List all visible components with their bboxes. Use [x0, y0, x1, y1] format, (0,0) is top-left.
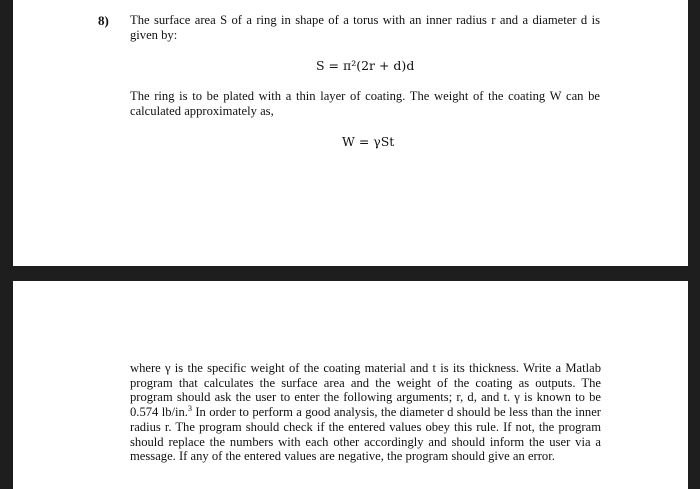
where-paragraph-part1: where γ is the specific weight of the coating material and t is its thickness. Write a Matlab program that calculates the surface area and the weight of the coating as outputs. The program should ask the user to enter the following arguments; r, d, and t. γ is known to be 0.574 lb/in.: [130, 361, 601, 420]
document-page-top: [13, 0, 688, 266]
surface-area-formula: S = π²(2r + d)d: [316, 58, 415, 73]
where-paragraph: [130, 361, 601, 464]
unit-exponent: 3: [187, 403, 192, 413]
plating-paragraph: The ring is to be plated with a thin layer of coating. The weight of the coating W can be calculated approximately as,: [130, 89, 600, 118]
weight-formula: W = γSt: [342, 134, 395, 149]
intro-paragraph: The surface area S of a ring in shape of a torus with an inner radius r and a diameter d is given by:: [130, 13, 600, 42]
document-page-bottom: [13, 281, 688, 489]
question-number: 8): [98, 13, 109, 28]
where-paragraph-part2: In order to perform a good analysis, the diameter d should be less than the inner radius r. The program should check if the entered values obey this rule. If not, the program should replace the numbers with each other accordingly and should inform the user via a message. If any of the entered values are negative, the program should give an error.: [130, 405, 601, 464]
